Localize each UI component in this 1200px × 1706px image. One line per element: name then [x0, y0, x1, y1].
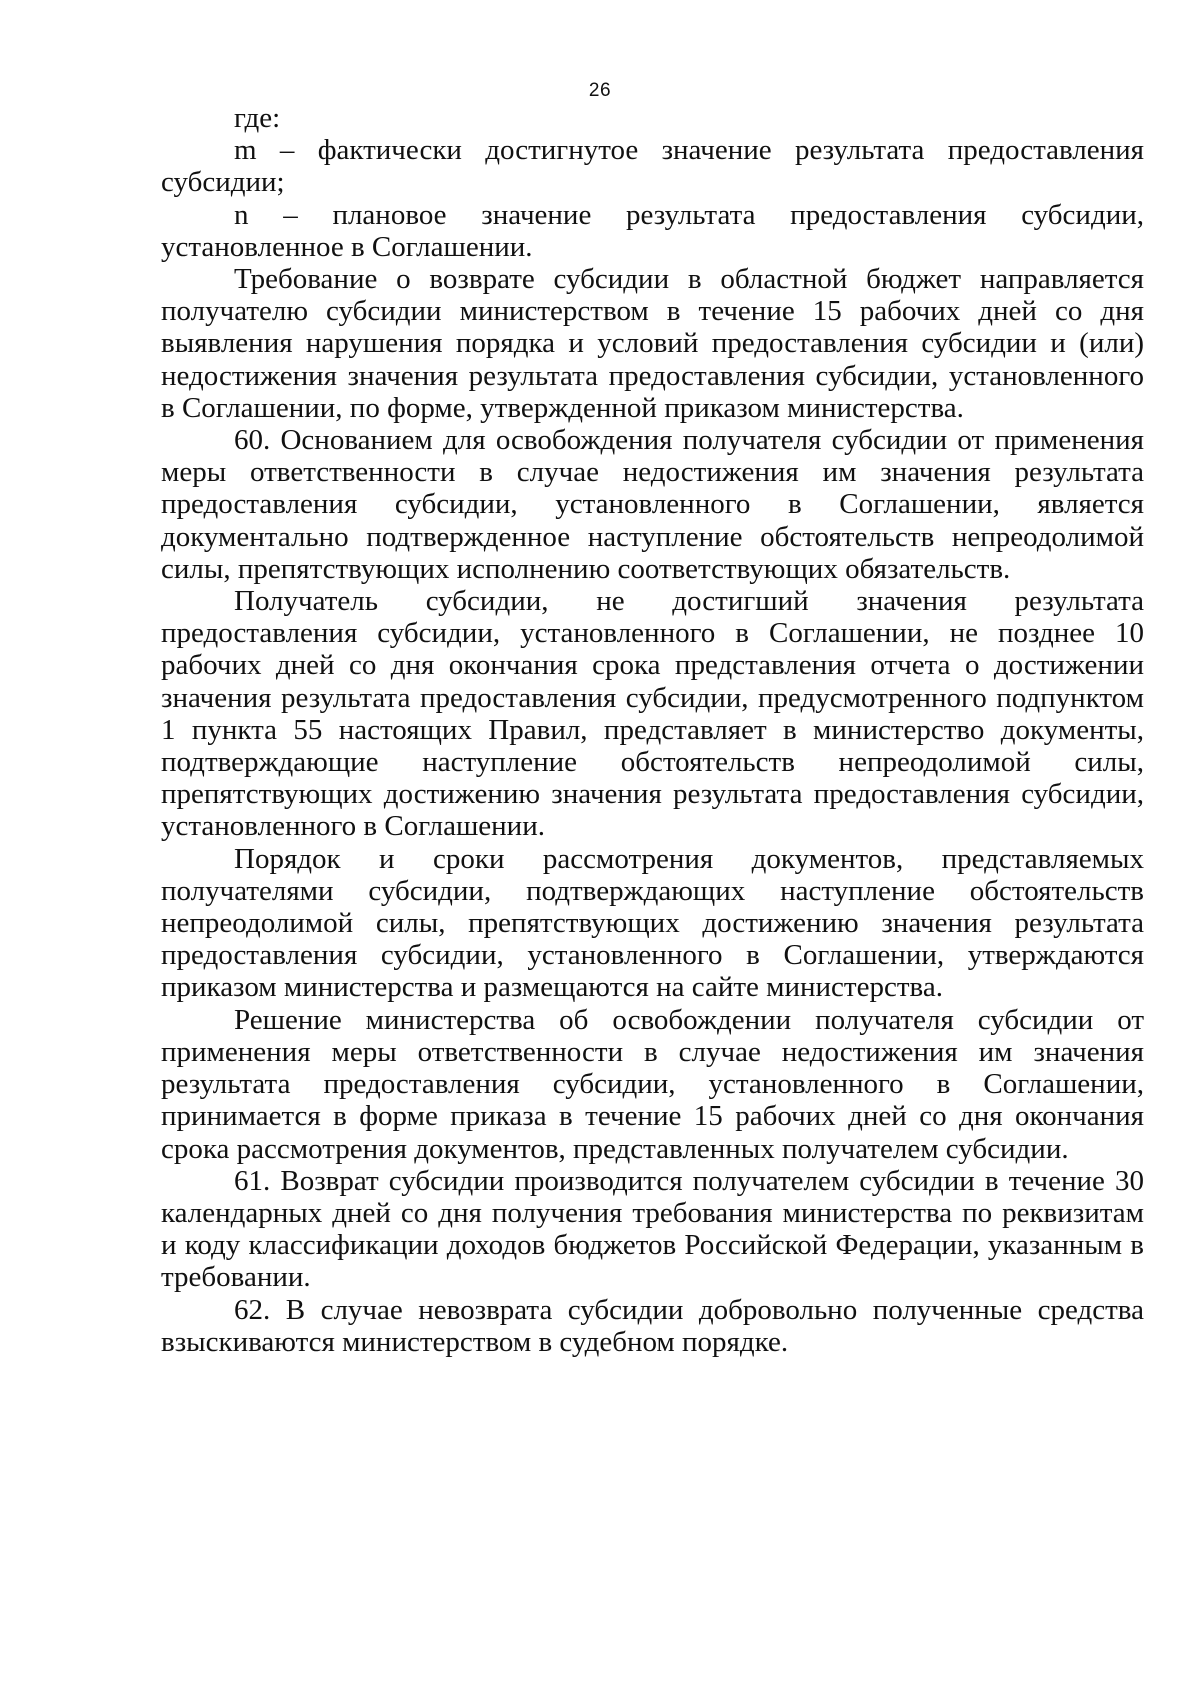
- paragraph-return-requirement: Требование о возврате субсидии в областной бюджет направляется получателю субсидии министерством в течение 15 рабочих дней со дня выявления нарушения порядка и условий предоставления субсидии и (или) недостижения значения результата предоставления субсидии, установленного в Соглашении, по форме, утвержденной приказом министерства.: [161, 263, 1144, 424]
- page-number: 26: [588, 80, 612, 101]
- paragraph-ministry-decision: Решение министерства об освобождении получателя субсидии от применения меры ответственности в случае недостижения им значения результата предоставления субсидии, установленного в Соглашении, принимается в форме приказа в течение 15 рабочих дней со дня окончания срока рассмотрения документов, представленных получателем субсидии.: [161, 1003, 1144, 1165]
- paragraph-review-procedure: Порядок и сроки рассмотрения документов, представляемых получателями субсидии, подтверждающих наступление обстоятельств непреодолимой силы, препятствующих достижению значения результата предоставления субсидии, установленного в Соглашении, утверждаются приказом министерства и размещаются на сайте министерства.: [161, 842, 1144, 1004]
- paragraph-n-definition: n – плановое значение результата предоставления субсидии, установленное в Соглашении.: [161, 198, 1144, 263]
- paragraph-61: 61. Возврат субсидии производится получателем субсидии в течение 30 календарных дней со дня получения требования министерства по реквизитам и коду классификации доходов бюджетов Российской Федерации, указанным в требовании.: [161, 1164, 1144, 1294]
- paragraph-62: 62. В случае невозврата субсидии добровольно полученные средства взыскиваются министерством в судебном порядке.: [161, 1293, 1144, 1358]
- paragraph-m-definition: m – фактически достигнутое значение результата предоставления субсидии;: [161, 134, 1144, 199]
- paragraph-60: 60. Основанием для освобождения получателя субсидии от применения меры ответственности в случае недостижения им значения результата предоставления субсидии, установленного в Соглашении, является документально подтвержденное наступление обстоятельств непреодолимой силы, препятствующих исполнению соответствующих обязательств.: [161, 424, 1144, 585]
- paragraph-recipient-documents: Получатель субсидии, не достигший значения результата предоставления субсидии, установленного в Соглашении, не позднее 10 рабочих дней со дня окончания срока представления отчета о достижении значения результата предоставления субсидии, предусмотренного подпунктом 1 пункта 55 настоящих Правил, представляет в министерство документы, подтверждающие наступление обстоятельств непреодолимой силы, препятствующих достижению значения результата предоставления субсидии, установленного в Соглашении.: [161, 585, 1144, 843]
- paragraph-where: где:: [234, 102, 281, 134]
- document-body: [161, 102, 1144, 1358]
